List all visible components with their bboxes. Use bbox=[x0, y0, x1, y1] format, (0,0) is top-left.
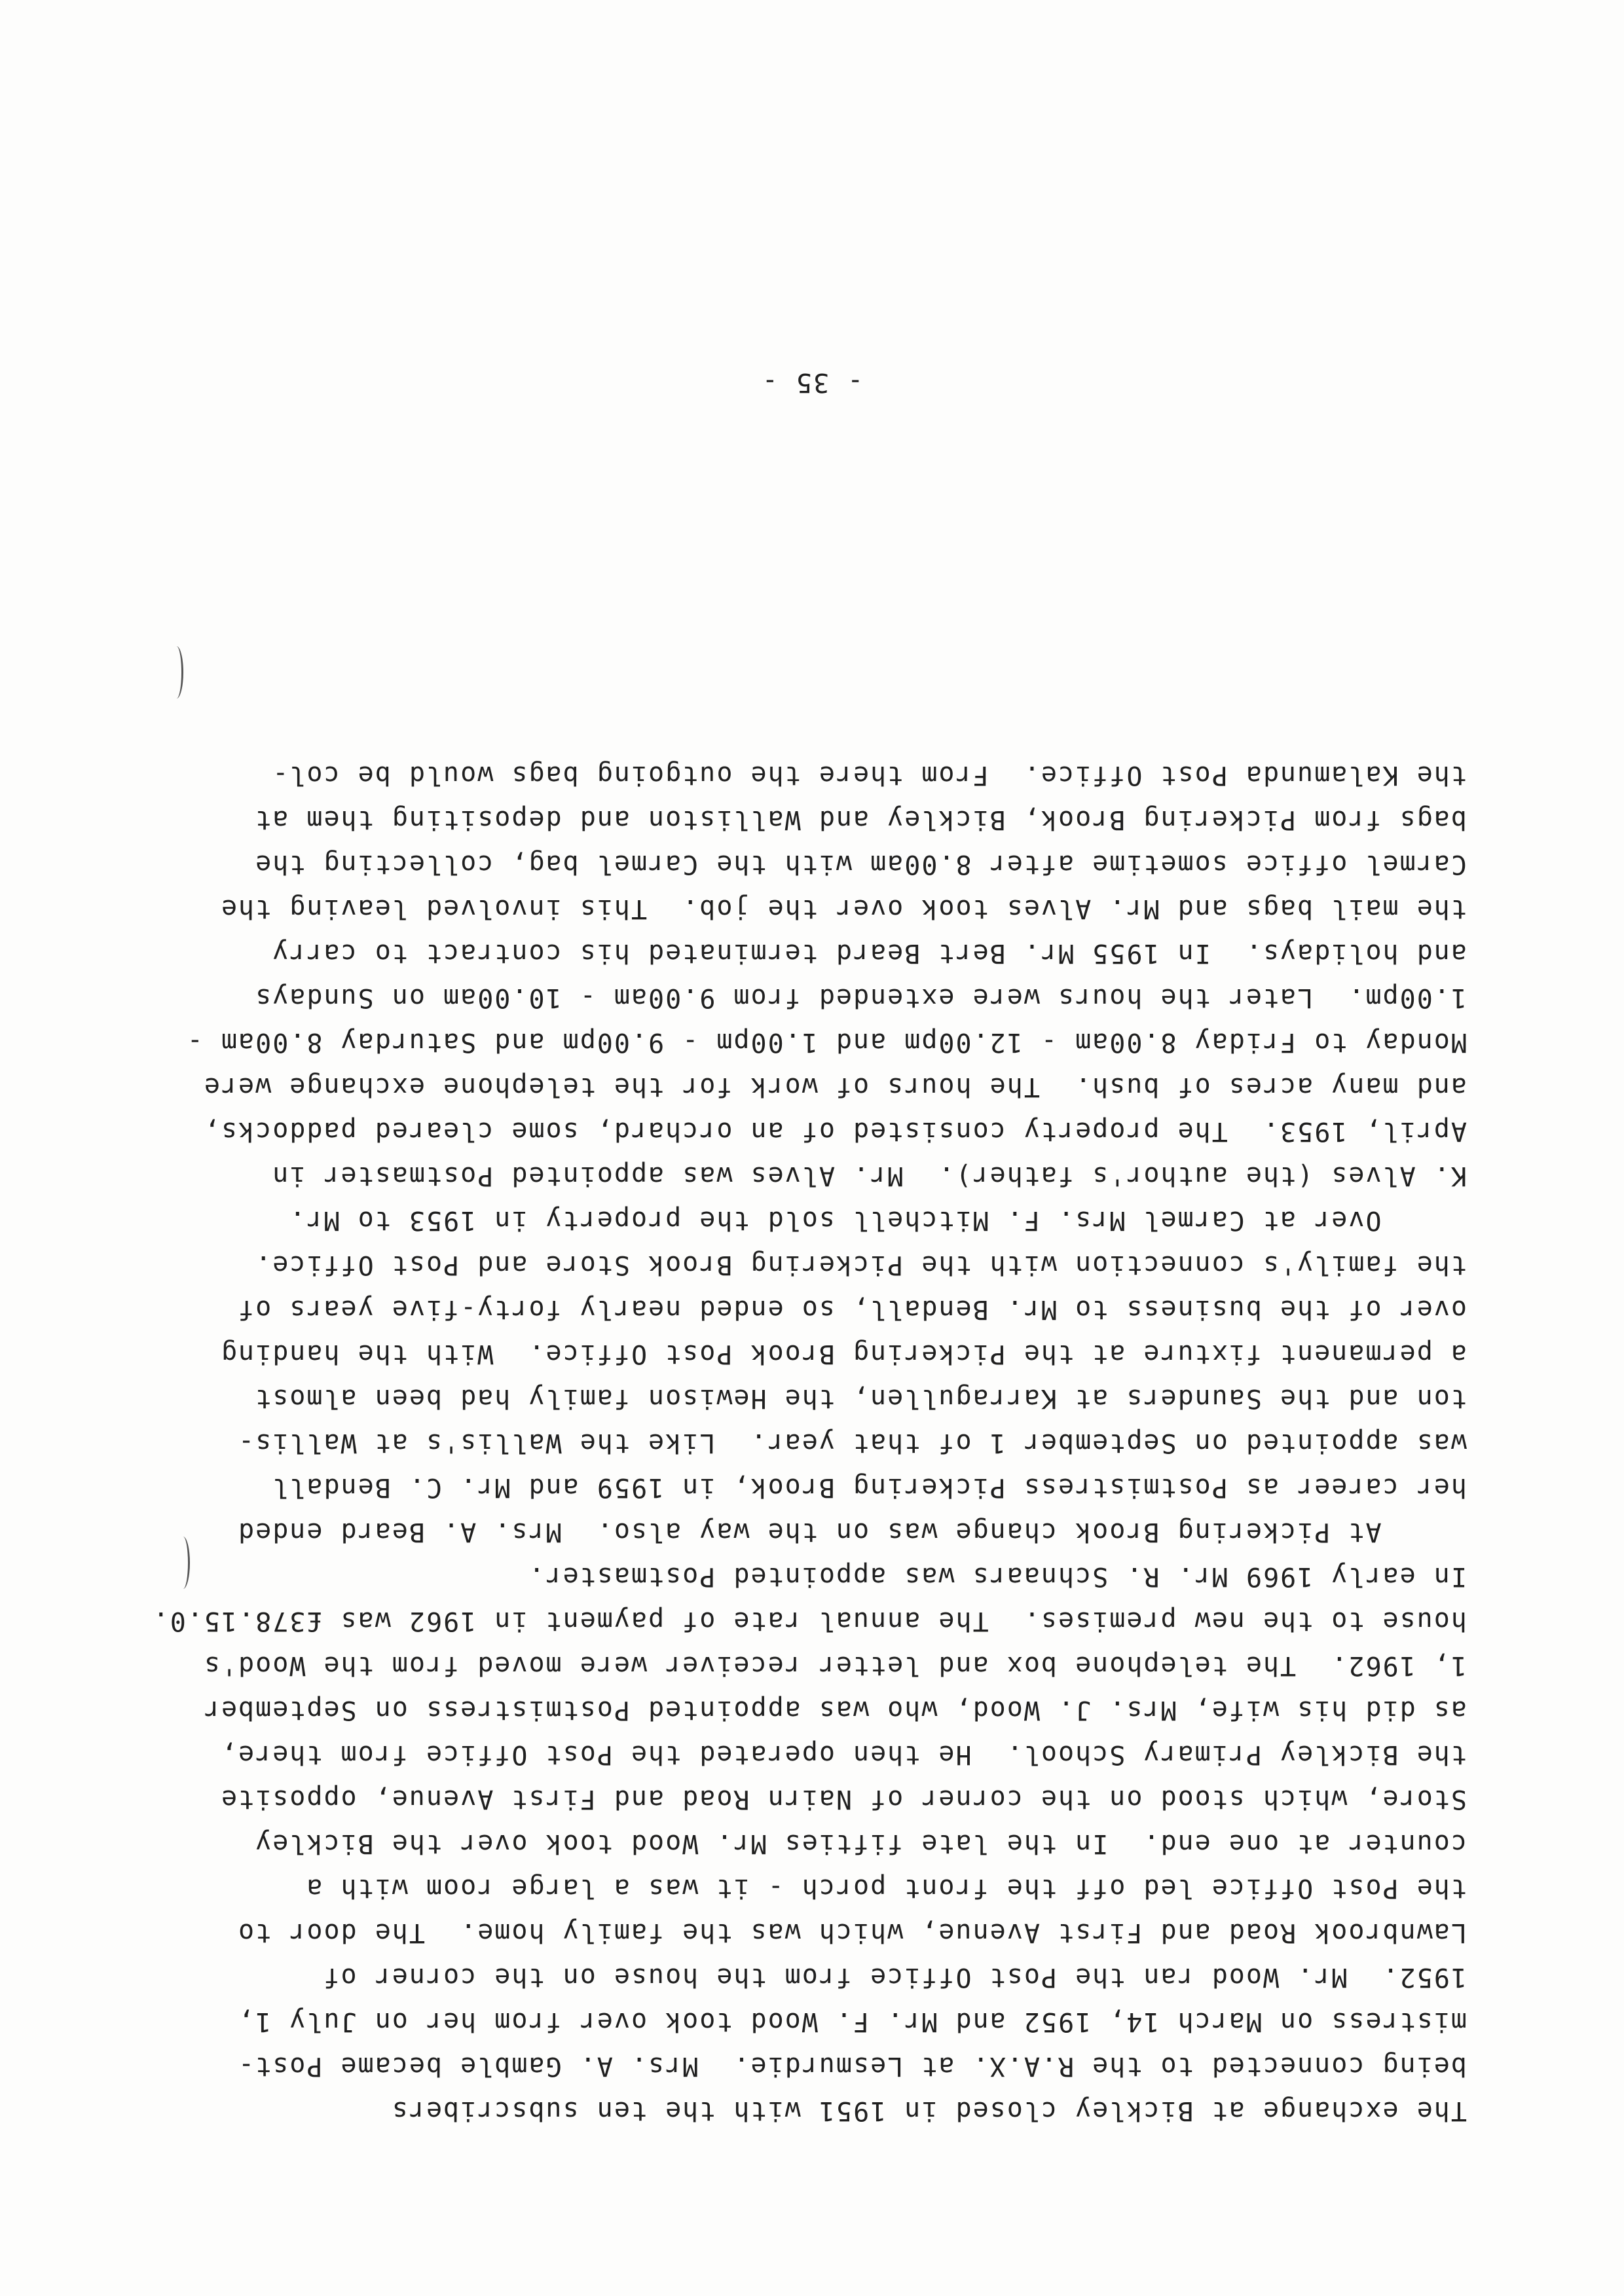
text-line: counter at one end. In the late fifties Mr. Wood took over the Bickley bbox=[254, 1829, 1467, 1859]
margin-bracket-mark bbox=[170, 646, 183, 699]
text-line: Over at Carmel Mrs. F. Mitchell sold the property in 1953 to Mr. bbox=[288, 1205, 1467, 1235]
text-line: mistress on March 14, 1952 and Mr. F. Wood took over from her on July 1, bbox=[237, 2007, 1467, 2037]
body-text bbox=[0, 760, 1467, 2296]
text-line: and holidays. In 1955 Mr. Bert Beard terminated his contract to carry bbox=[271, 938, 1467, 968]
text-line: a permanent fixture at the Pickering Brook Post Office. With the handing bbox=[220, 1339, 1467, 1369]
text-line: the Bickley Primary School. He then operated the Post Office from there, bbox=[220, 1740, 1467, 1770]
text-line: 1952. Mr. Wood ran the Post Office from the house on the corner of bbox=[322, 1962, 1467, 1992]
margin-bracket-mark bbox=[176, 1537, 190, 1589]
text-line: ton and the Saunders at Karragullen, the Hewison family had been almost bbox=[254, 1383, 1467, 1413]
text-line: April, 1953. The property consisted of an orchard, some cleared paddocks, bbox=[202, 1116, 1467, 1146]
text-line: being connected to the R.A.X. at Lesmurdie. Mrs. A. Gamble became Post- bbox=[237, 2051, 1467, 2081]
text-line: Carmel office sometime after 8.00am with the Carmel bag, collecting the bbox=[254, 849, 1467, 879]
text-line: At Pickering Brook change was on the way also. Mrs. A. Beard ended bbox=[237, 1517, 1467, 1547]
text-line: the mail bags and Mr. Alves took over the job. This involved leaving the bbox=[220, 894, 1467, 924]
text-line: the Kalamunda Post Office. From there the outgoing bags would be col- bbox=[271, 760, 1467, 790]
page-number: - 35 - bbox=[760, 367, 864, 397]
text-line: and many acres of bush. The hours of work for the telephone exchange were bbox=[202, 1072, 1467, 1102]
text-line: over of the business to Mr. Bendall, so ended nearly forty-five years of bbox=[237, 1294, 1467, 1324]
text-line: Store, which stood on the corner of Nairn Road and First Avenue, opposite bbox=[220, 1784, 1467, 1814]
text-line: The exchange at Bickley closed in 1951 with the ten subscribers bbox=[390, 2096, 1467, 2126]
text-line: as did his wife, Mrs. J. Wood, who was appointed Postmistress on September bbox=[202, 1695, 1467, 1725]
text-line: In early 1969 Mr. R. Schnaars was appointed Postmaster. bbox=[527, 1561, 1467, 1592]
text-line: Monday to Friday 8.00am - 12.00pm and 1.00pm - 9.00pm and Saturday 8.00am - bbox=[185, 1027, 1467, 1057]
text-line: 1.00pm. Later the hours were extended from 9.00am - 10.00am on Sundays bbox=[254, 983, 1467, 1013]
text-line: 1, 1962. The telephone box and letter receiver were moved from the Wood's bbox=[202, 1650, 1467, 1681]
text-line: the family's connection with the Pickering Brook Store and Post Office. bbox=[254, 1250, 1467, 1280]
text-line: bags from Pickering Brook, Bickley and Walliston and depositing them at bbox=[254, 805, 1467, 835]
text-line: Lawnbrook Road and First Avenue, which was the family home. The door to bbox=[237, 1918, 1467, 1948]
text-line: K. Alves (the author's father). Mr. Alves was appointed Postmaster in bbox=[271, 1161, 1467, 1191]
text-line: her career as Postmistress Pickering Brook, in 1959 and Mr. C. Bendall bbox=[271, 1472, 1467, 1503]
text-line: was appointed on September 1 of that year. Like the Wallis's at Wallis- bbox=[237, 1428, 1467, 1458]
text-line: the Post Office led off the front porch - it was a large room with a bbox=[305, 1873, 1467, 1903]
text-line: house to the new premises. The annual rate of payment in 1962 was £378.15.0. bbox=[151, 1606, 1467, 1636]
